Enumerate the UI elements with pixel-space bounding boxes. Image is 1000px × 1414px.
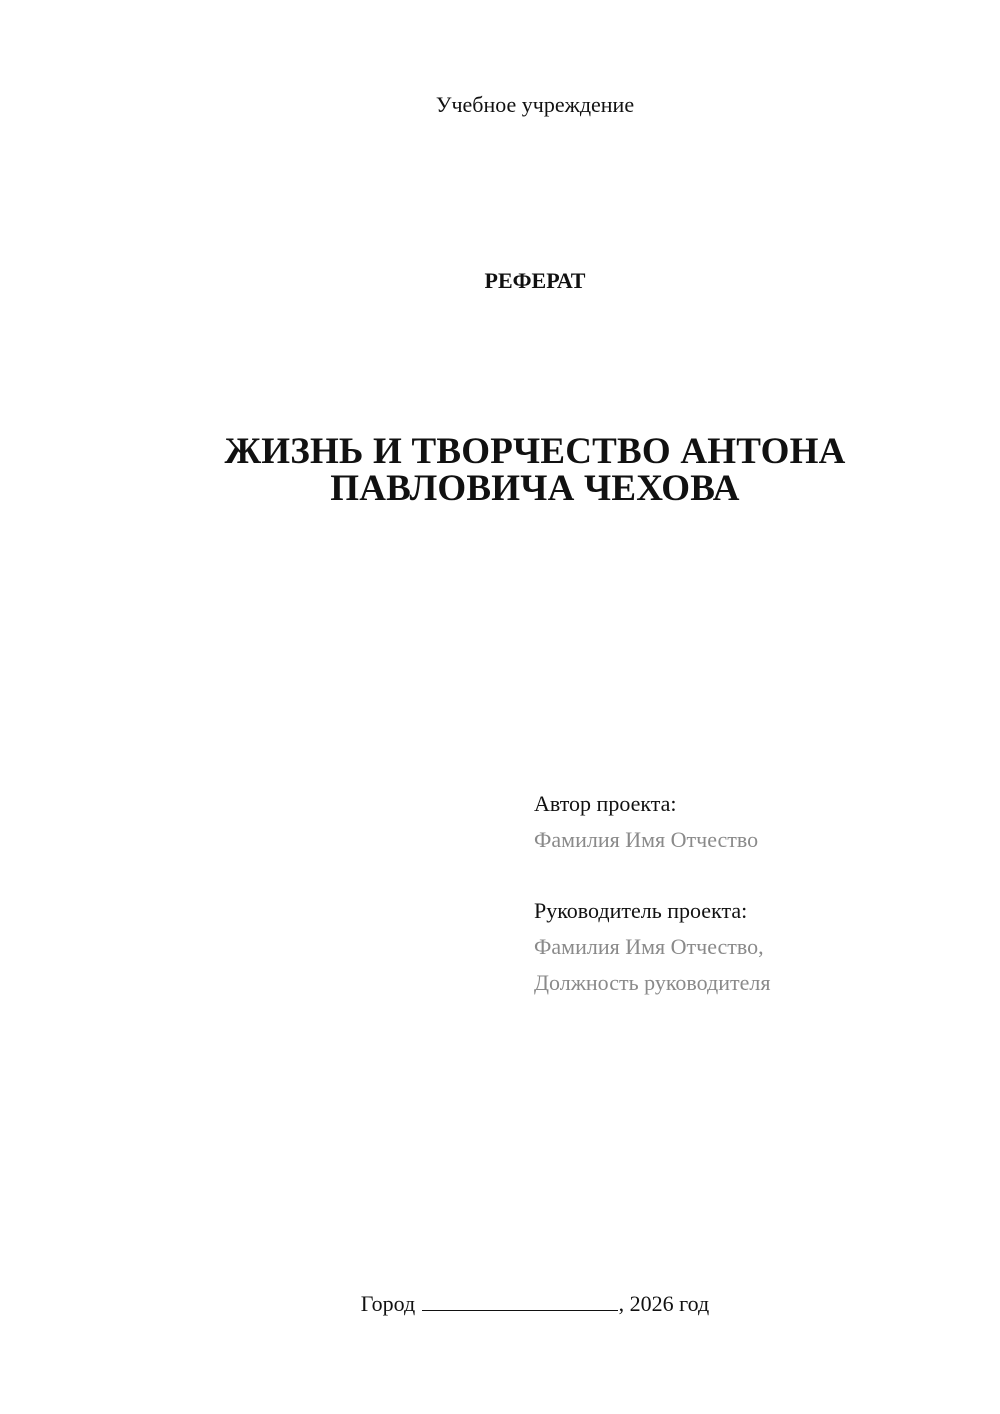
city-blank-line	[422, 1290, 618, 1311]
author-block	[534, 786, 974, 858]
year-text: , 2026 год	[618, 1291, 710, 1316]
institution-name: Учебное учреждение	[435, 92, 635, 117]
author-name-placeholder: Фамилия Имя Отчество	[534, 827, 759, 852]
supervisor-block	[534, 893, 974, 1001]
supervisor-position-placeholder: Должность руководителя	[534, 970, 771, 995]
title-line-2: ПАВЛОВИЧА ЧЕХОВА	[330, 468, 740, 509]
document-title	[180, 433, 890, 507]
title-line-1: ЖИЗНЬ И ТВОРЧЕСТВО АНТОНА	[224, 431, 846, 472]
footer-city-year	[0, 1290, 1000, 1317]
supervisor-label: Руководитель проекта:	[534, 898, 748, 923]
document-type: РЕФЕРАТ	[484, 268, 586, 293]
city-label: Город	[360, 1291, 416, 1316]
supervisor-name-placeholder: Фамилия Имя Отчество,	[534, 934, 764, 959]
author-label: Автор проекта:	[534, 791, 677, 816]
